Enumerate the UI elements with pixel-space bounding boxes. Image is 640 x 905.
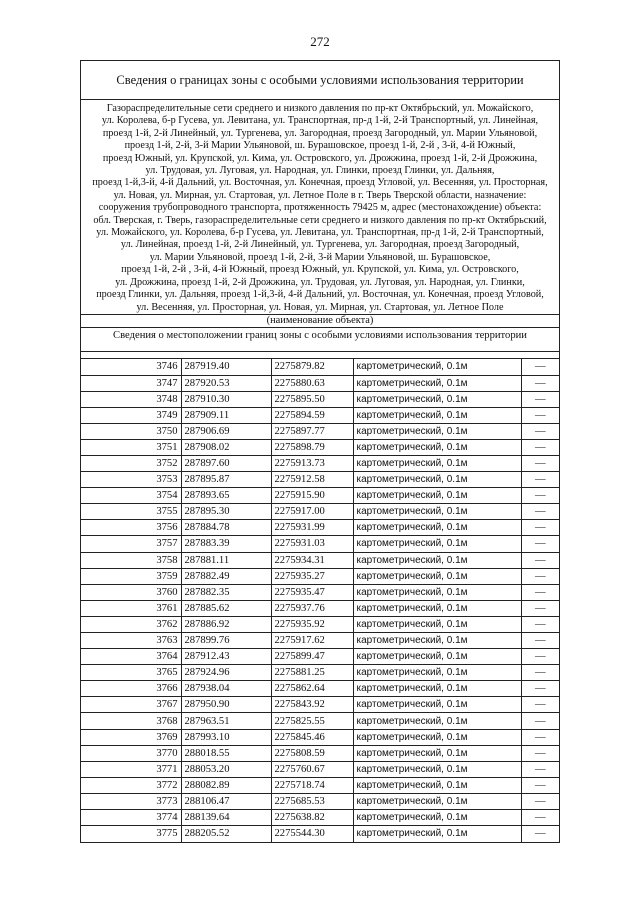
table-row bbox=[81, 407, 559, 423]
point-number-cell: 3754 bbox=[81, 488, 181, 504]
y-coordinate-cell: 2275881.25 bbox=[271, 665, 353, 681]
y-coordinate-cell: 2275917.62 bbox=[271, 633, 353, 649]
y-coordinate-cell: 2275899.47 bbox=[271, 649, 353, 665]
method-cell: картометрический, 0.1м bbox=[353, 455, 521, 471]
accuracy-dash-cell: — bbox=[521, 439, 559, 455]
accuracy-dash-cell: — bbox=[521, 359, 559, 375]
table-row bbox=[81, 649, 559, 665]
accuracy-dash-cell: — bbox=[521, 697, 559, 713]
x-coordinate-cell: 287883.39 bbox=[181, 536, 271, 552]
x-coordinate-cell: 287908.02 bbox=[181, 439, 271, 455]
accuracy-dash-cell: — bbox=[521, 649, 559, 665]
table-row bbox=[81, 810, 559, 826]
method-cell: картометрический, 0.1м bbox=[353, 375, 521, 391]
accuracy-dash-cell: — bbox=[521, 665, 559, 681]
point-number-cell: 3764 bbox=[81, 649, 181, 665]
accuracy-dash-cell: — bbox=[521, 423, 559, 439]
y-coordinate-cell: 2275825.55 bbox=[271, 713, 353, 729]
y-coordinate-cell: 2275913.73 bbox=[271, 455, 353, 471]
accuracy-dash-cell: — bbox=[521, 745, 559, 761]
y-coordinate-cell: 2275931.99 bbox=[271, 520, 353, 536]
document-title: Сведения о границах зоны с особыми условиями использования территории bbox=[81, 61, 559, 100]
table-row bbox=[81, 504, 559, 520]
y-coordinate-cell: 2275862.64 bbox=[271, 681, 353, 697]
method-cell: картометрический, 0.1м bbox=[353, 777, 521, 793]
method-cell: картометрический, 0.1м bbox=[353, 439, 521, 455]
x-coordinate-cell: 288139.64 bbox=[181, 810, 271, 826]
method-cell: картометрический, 0.1м bbox=[353, 552, 521, 568]
description-line: ул. Новая, ул. Мирная, ул. Стартовая, ул. Летное Поле в г. Тверь Тверской области, назначение: bbox=[113, 189, 527, 201]
x-coordinate-cell: 287886.92 bbox=[181, 616, 271, 632]
accuracy-dash-cell: — bbox=[521, 375, 559, 391]
y-coordinate-cell: 2275912.58 bbox=[271, 472, 353, 488]
point-number-cell: 3759 bbox=[81, 568, 181, 584]
accuracy-dash-cell: — bbox=[521, 520, 559, 536]
table-row bbox=[81, 633, 559, 649]
object-name-label: (наименование объекта) bbox=[81, 314, 559, 328]
x-coordinate-cell: 288205.52 bbox=[181, 826, 271, 842]
point-number-cell: 3772 bbox=[81, 777, 181, 793]
point-number-cell: 3752 bbox=[81, 455, 181, 471]
method-cell: картометрический, 0.1м bbox=[353, 407, 521, 423]
method-cell: картометрический, 0.1м bbox=[353, 729, 521, 745]
description-line: Газораспределительные сети среднего и низкого давления по пр-кт Октябрьский, ул. Можайского, bbox=[106, 103, 534, 114]
table-row bbox=[81, 488, 559, 504]
method-cell: картометрический, 0.1м bbox=[353, 568, 521, 584]
description-line: обл. Тверская, г. Тверь, газораспределительные сети среднего и низкого давления по пр-кт Октябрьский, bbox=[93, 214, 547, 226]
point-number-cell: 3758 bbox=[81, 552, 181, 568]
table-row bbox=[81, 359, 559, 375]
table-row bbox=[81, 793, 559, 809]
method-cell: картометрический, 0.1м bbox=[353, 713, 521, 729]
point-number-cell: 3768 bbox=[81, 713, 181, 729]
accuracy-dash-cell: — bbox=[521, 568, 559, 584]
table-row bbox=[81, 439, 559, 455]
x-coordinate-cell: 287881.11 bbox=[181, 552, 271, 568]
table-row bbox=[81, 761, 559, 777]
table-row bbox=[81, 697, 559, 713]
table-row bbox=[81, 520, 559, 536]
location-header: Сведения о местоположении границ зоны с особыми условиями использования территории bbox=[81, 328, 559, 352]
x-coordinate-cell: 287938.04 bbox=[181, 681, 271, 697]
x-coordinate-cell: 287882.49 bbox=[181, 568, 271, 584]
table-row bbox=[81, 745, 559, 761]
y-coordinate-cell: 2275931.03 bbox=[271, 536, 353, 552]
y-coordinate-cell: 2275718.74 bbox=[271, 777, 353, 793]
method-cell: картометрический, 0.1м bbox=[353, 826, 521, 842]
table-row bbox=[81, 713, 559, 729]
method-cell: картометрический, 0.1м bbox=[353, 761, 521, 777]
accuracy-dash-cell: — bbox=[521, 488, 559, 504]
point-number-cell: 3774 bbox=[81, 810, 181, 826]
x-coordinate-cell: 287882.35 bbox=[181, 584, 271, 600]
y-coordinate-cell: 2275934.31 bbox=[271, 552, 353, 568]
x-coordinate-cell: 287897.60 bbox=[181, 455, 271, 471]
x-coordinate-cell: 287919.40 bbox=[181, 359, 271, 375]
accuracy-dash-cell: — bbox=[521, 584, 559, 600]
accuracy-dash-cell: — bbox=[521, 633, 559, 649]
description-line: ул. Весенняя, ул. Просторная, ул. Новая, ул. Мирная, ул. Стартовая, ул. Летное Поле bbox=[136, 301, 504, 313]
point-number-cell: 3747 bbox=[81, 375, 181, 391]
x-coordinate-cell: 287893.65 bbox=[181, 488, 271, 504]
y-coordinate-cell: 2275544.30 bbox=[271, 826, 353, 842]
description-line: проезд 1-й, 2-й Линейный, ул. Тургенева, ул. Загородная, проезд Загородный, ул. Марии Ульяновой, bbox=[102, 127, 538, 139]
x-coordinate-cell: 288053.20 bbox=[181, 761, 271, 777]
method-cell: картометрический, 0.1м bbox=[353, 504, 521, 520]
y-coordinate-cell: 2275845.46 bbox=[271, 729, 353, 745]
accuracy-dash-cell: — bbox=[521, 713, 559, 729]
point-number-cell: 3762 bbox=[81, 616, 181, 632]
table-row bbox=[81, 391, 559, 407]
zone-boundaries-frame bbox=[80, 60, 560, 843]
x-coordinate-cell: 287963.51 bbox=[181, 713, 271, 729]
y-coordinate-cell: 2275937.76 bbox=[271, 600, 353, 616]
method-cell: картометрический, 0.1м bbox=[353, 488, 521, 504]
table-row bbox=[81, 584, 559, 600]
y-coordinate-cell: 2275685.53 bbox=[271, 793, 353, 809]
method-cell: картометрический, 0.1м bbox=[353, 697, 521, 713]
x-coordinate-cell: 287993.10 bbox=[181, 729, 271, 745]
x-coordinate-cell: 288018.55 bbox=[181, 745, 271, 761]
y-coordinate-cell: 2275760.67 bbox=[271, 761, 353, 777]
method-cell: картометрический, 0.1м bbox=[353, 536, 521, 552]
point-number-cell: 3748 bbox=[81, 391, 181, 407]
description-line: ул. Марии Ульяновой, проезд 1-й, 2-й, 3-й Марии Ульяновой, ш. Бурашовское, bbox=[149, 251, 491, 263]
accuracy-dash-cell: — bbox=[521, 810, 559, 826]
table-row bbox=[81, 568, 559, 584]
method-cell: картометрический, 0.1м bbox=[353, 649, 521, 665]
point-number-cell: 3773 bbox=[81, 793, 181, 809]
point-number-cell: 3746 bbox=[81, 359, 181, 375]
coordinates-table-body bbox=[81, 359, 559, 842]
method-cell: картометрический, 0.1м bbox=[353, 793, 521, 809]
point-number-cell: 3761 bbox=[81, 600, 181, 616]
method-cell: картометрический, 0.1м bbox=[353, 600, 521, 616]
table-row bbox=[81, 455, 559, 471]
method-cell: картометрический, 0.1м bbox=[353, 391, 521, 407]
accuracy-dash-cell: — bbox=[521, 536, 559, 552]
description-line: проезд 1-й, 2-й , 3-й, 4-й Южный, проезд Южный, ул. Крупской, ул. Кима, ул. Островского, bbox=[121, 264, 519, 276]
x-coordinate-cell: 287910.30 bbox=[181, 391, 271, 407]
y-coordinate-cell: 2275898.79 bbox=[271, 439, 353, 455]
y-coordinate-cell: 2275843.92 bbox=[271, 697, 353, 713]
point-number-cell: 3760 bbox=[81, 584, 181, 600]
y-coordinate-cell: 2275638.82 bbox=[271, 810, 353, 826]
x-coordinate-cell: 287895.87 bbox=[181, 472, 271, 488]
x-coordinate-cell: 287895.30 bbox=[181, 504, 271, 520]
method-cell: картометрический, 0.1м bbox=[353, 423, 521, 439]
description-line: проезд Южный, ул. Крупской, ул. Кима, ул. Островского, ул. Дрожжина, проезд 1-й, 2-й Дрожжина, bbox=[102, 152, 538, 164]
point-number-cell: 3756 bbox=[81, 520, 181, 536]
point-number-cell: 3766 bbox=[81, 681, 181, 697]
header-spacer-row bbox=[81, 352, 559, 359]
x-coordinate-cell: 287920.53 bbox=[181, 375, 271, 391]
accuracy-dash-cell: — bbox=[521, 391, 559, 407]
accuracy-dash-cell: — bbox=[521, 761, 559, 777]
point-number-cell: 3767 bbox=[81, 697, 181, 713]
y-coordinate-cell: 2275915.90 bbox=[271, 488, 353, 504]
point-number-cell: 3749 bbox=[81, 407, 181, 423]
accuracy-dash-cell: — bbox=[521, 777, 559, 793]
accuracy-dash-cell: — bbox=[521, 681, 559, 697]
description-line: ул. Трудовая, ул. Луговая, ул. Народная, ул. Глинки, проезд Глинки, ул. Дальняя, bbox=[145, 165, 495, 177]
point-number-cell: 3757 bbox=[81, 536, 181, 552]
x-coordinate-cell: 287899.76 bbox=[181, 633, 271, 649]
x-coordinate-cell: 288106.47 bbox=[181, 793, 271, 809]
description-line: ул. Линейная, проезд 1-й, 2-й Линейный, ул. Тургенева, ул. Загородная, проезд Загородный, bbox=[120, 239, 520, 251]
y-coordinate-cell: 2275879.82 bbox=[271, 359, 353, 375]
accuracy-dash-cell: — bbox=[521, 455, 559, 471]
method-cell: картометрический, 0.1м bbox=[353, 616, 521, 632]
accuracy-dash-cell: — bbox=[521, 793, 559, 809]
method-cell: картометрический, 0.1м bbox=[353, 359, 521, 375]
table-row bbox=[81, 729, 559, 745]
method-cell: картометрический, 0.1м bbox=[353, 665, 521, 681]
table-row bbox=[81, 600, 559, 616]
description-line: проезд 1-й, 2-й, 3-й Марии Ульяновой, ш. Бурашовское, проезд 1-й, 2-й , 3-й, 4-й Южный, bbox=[124, 140, 516, 152]
x-coordinate-cell: 287884.78 bbox=[181, 520, 271, 536]
table-row bbox=[81, 777, 559, 793]
description-line: ул. Королева, б-р Гусева, ул. Левитана, ул. Транспортная, пр-д 1-й, 2-й Транспортный, ул. Линейная, bbox=[101, 115, 539, 127]
description-line: проезд Глинки, ул. Дальняя, проезд 1-й,3-й, 4-й Дальний, ул. Восточная, ул. Конечная, проезд Угловой, bbox=[96, 289, 544, 301]
accuracy-dash-cell: — bbox=[521, 472, 559, 488]
point-number-cell: 3763 bbox=[81, 633, 181, 649]
method-cell: картометрический, 0.1м bbox=[353, 633, 521, 649]
point-number-cell: 3751 bbox=[81, 439, 181, 455]
x-coordinate-cell: 287912.43 bbox=[181, 649, 271, 665]
y-coordinate-cell: 2275935.92 bbox=[271, 616, 353, 632]
page-number: 272 bbox=[310, 34, 330, 49]
method-cell: картометрический, 0.1м bbox=[353, 520, 521, 536]
y-coordinate-cell: 2275895.50 bbox=[271, 391, 353, 407]
method-cell: картометрический, 0.1м bbox=[353, 472, 521, 488]
accuracy-dash-cell: — bbox=[521, 729, 559, 745]
y-coordinate-cell: 2275808.59 bbox=[271, 745, 353, 761]
x-coordinate-cell: 287906.69 bbox=[181, 423, 271, 439]
description-line: сооружения трубопроводного транспорта, протяженность 79425 м, адрес (местонахождение) объекта: bbox=[98, 202, 542, 214]
x-coordinate-cell: 287885.62 bbox=[181, 600, 271, 616]
y-coordinate-cell: 2275897.77 bbox=[271, 423, 353, 439]
method-cell: картометрический, 0.1м bbox=[353, 584, 521, 600]
table-row bbox=[81, 375, 559, 391]
point-number-cell: 3769 bbox=[81, 729, 181, 745]
table-row bbox=[81, 826, 559, 842]
coordinates-table bbox=[81, 359, 559, 842]
point-number-cell: 3771 bbox=[81, 761, 181, 777]
table-row bbox=[81, 423, 559, 439]
description-line: ул. Можайского, ул. Королева, б-р Гусева, ул. Левитана, ул. Транспортная, пр-д 1-й, 2-й Транспортный, bbox=[96, 227, 544, 239]
accuracy-dash-cell: — bbox=[521, 600, 559, 616]
point-number-cell: 3755 bbox=[81, 504, 181, 520]
x-coordinate-cell: 288082.89 bbox=[181, 777, 271, 793]
point-number-cell: 3765 bbox=[81, 665, 181, 681]
object-description bbox=[81, 100, 559, 314]
accuracy-dash-cell: — bbox=[521, 826, 559, 842]
table-row bbox=[81, 616, 559, 632]
method-cell: картометрический, 0.1м bbox=[353, 810, 521, 826]
accuracy-dash-cell: — bbox=[521, 504, 559, 520]
table-row bbox=[81, 472, 559, 488]
point-number-cell: 3775 bbox=[81, 826, 181, 842]
method-cell: картометрический, 0.1м bbox=[353, 745, 521, 761]
point-number-cell: 3770 bbox=[81, 745, 181, 761]
y-coordinate-cell: 2275880.63 bbox=[271, 375, 353, 391]
accuracy-dash-cell: — bbox=[521, 552, 559, 568]
x-coordinate-cell: 287950.90 bbox=[181, 697, 271, 713]
point-number-cell: 3753 bbox=[81, 472, 181, 488]
description-line: проезд 1-й,3-й, 4-й Дальний, ул. Восточная, ул. Конечная, проезд Угловой, ул. Весенняя, ул. Просторная, bbox=[92, 177, 548, 189]
description-line: ул. Дрожжина, проезд 1-й, 2-й Дрожжина, ул. Трудовая, ул. Луговая, ул. Народная, ул. Глинки, bbox=[115, 276, 525, 288]
table-row bbox=[81, 681, 559, 697]
accuracy-dash-cell: — bbox=[521, 407, 559, 423]
method-cell: картометрический, 0.1м bbox=[353, 681, 521, 697]
y-coordinate-cell: 2275917.00 bbox=[271, 504, 353, 520]
accuracy-dash-cell: — bbox=[521, 616, 559, 632]
point-number-cell: 3750 bbox=[81, 423, 181, 439]
y-coordinate-cell: 2275894.59 bbox=[271, 407, 353, 423]
y-coordinate-cell: 2275935.27 bbox=[271, 568, 353, 584]
table-row bbox=[81, 552, 559, 568]
x-coordinate-cell: 287924.96 bbox=[181, 665, 271, 681]
y-coordinate-cell: 2275935.47 bbox=[271, 584, 353, 600]
table-row bbox=[81, 665, 559, 681]
x-coordinate-cell: 287909.11 bbox=[181, 407, 271, 423]
table-row bbox=[81, 536, 559, 552]
